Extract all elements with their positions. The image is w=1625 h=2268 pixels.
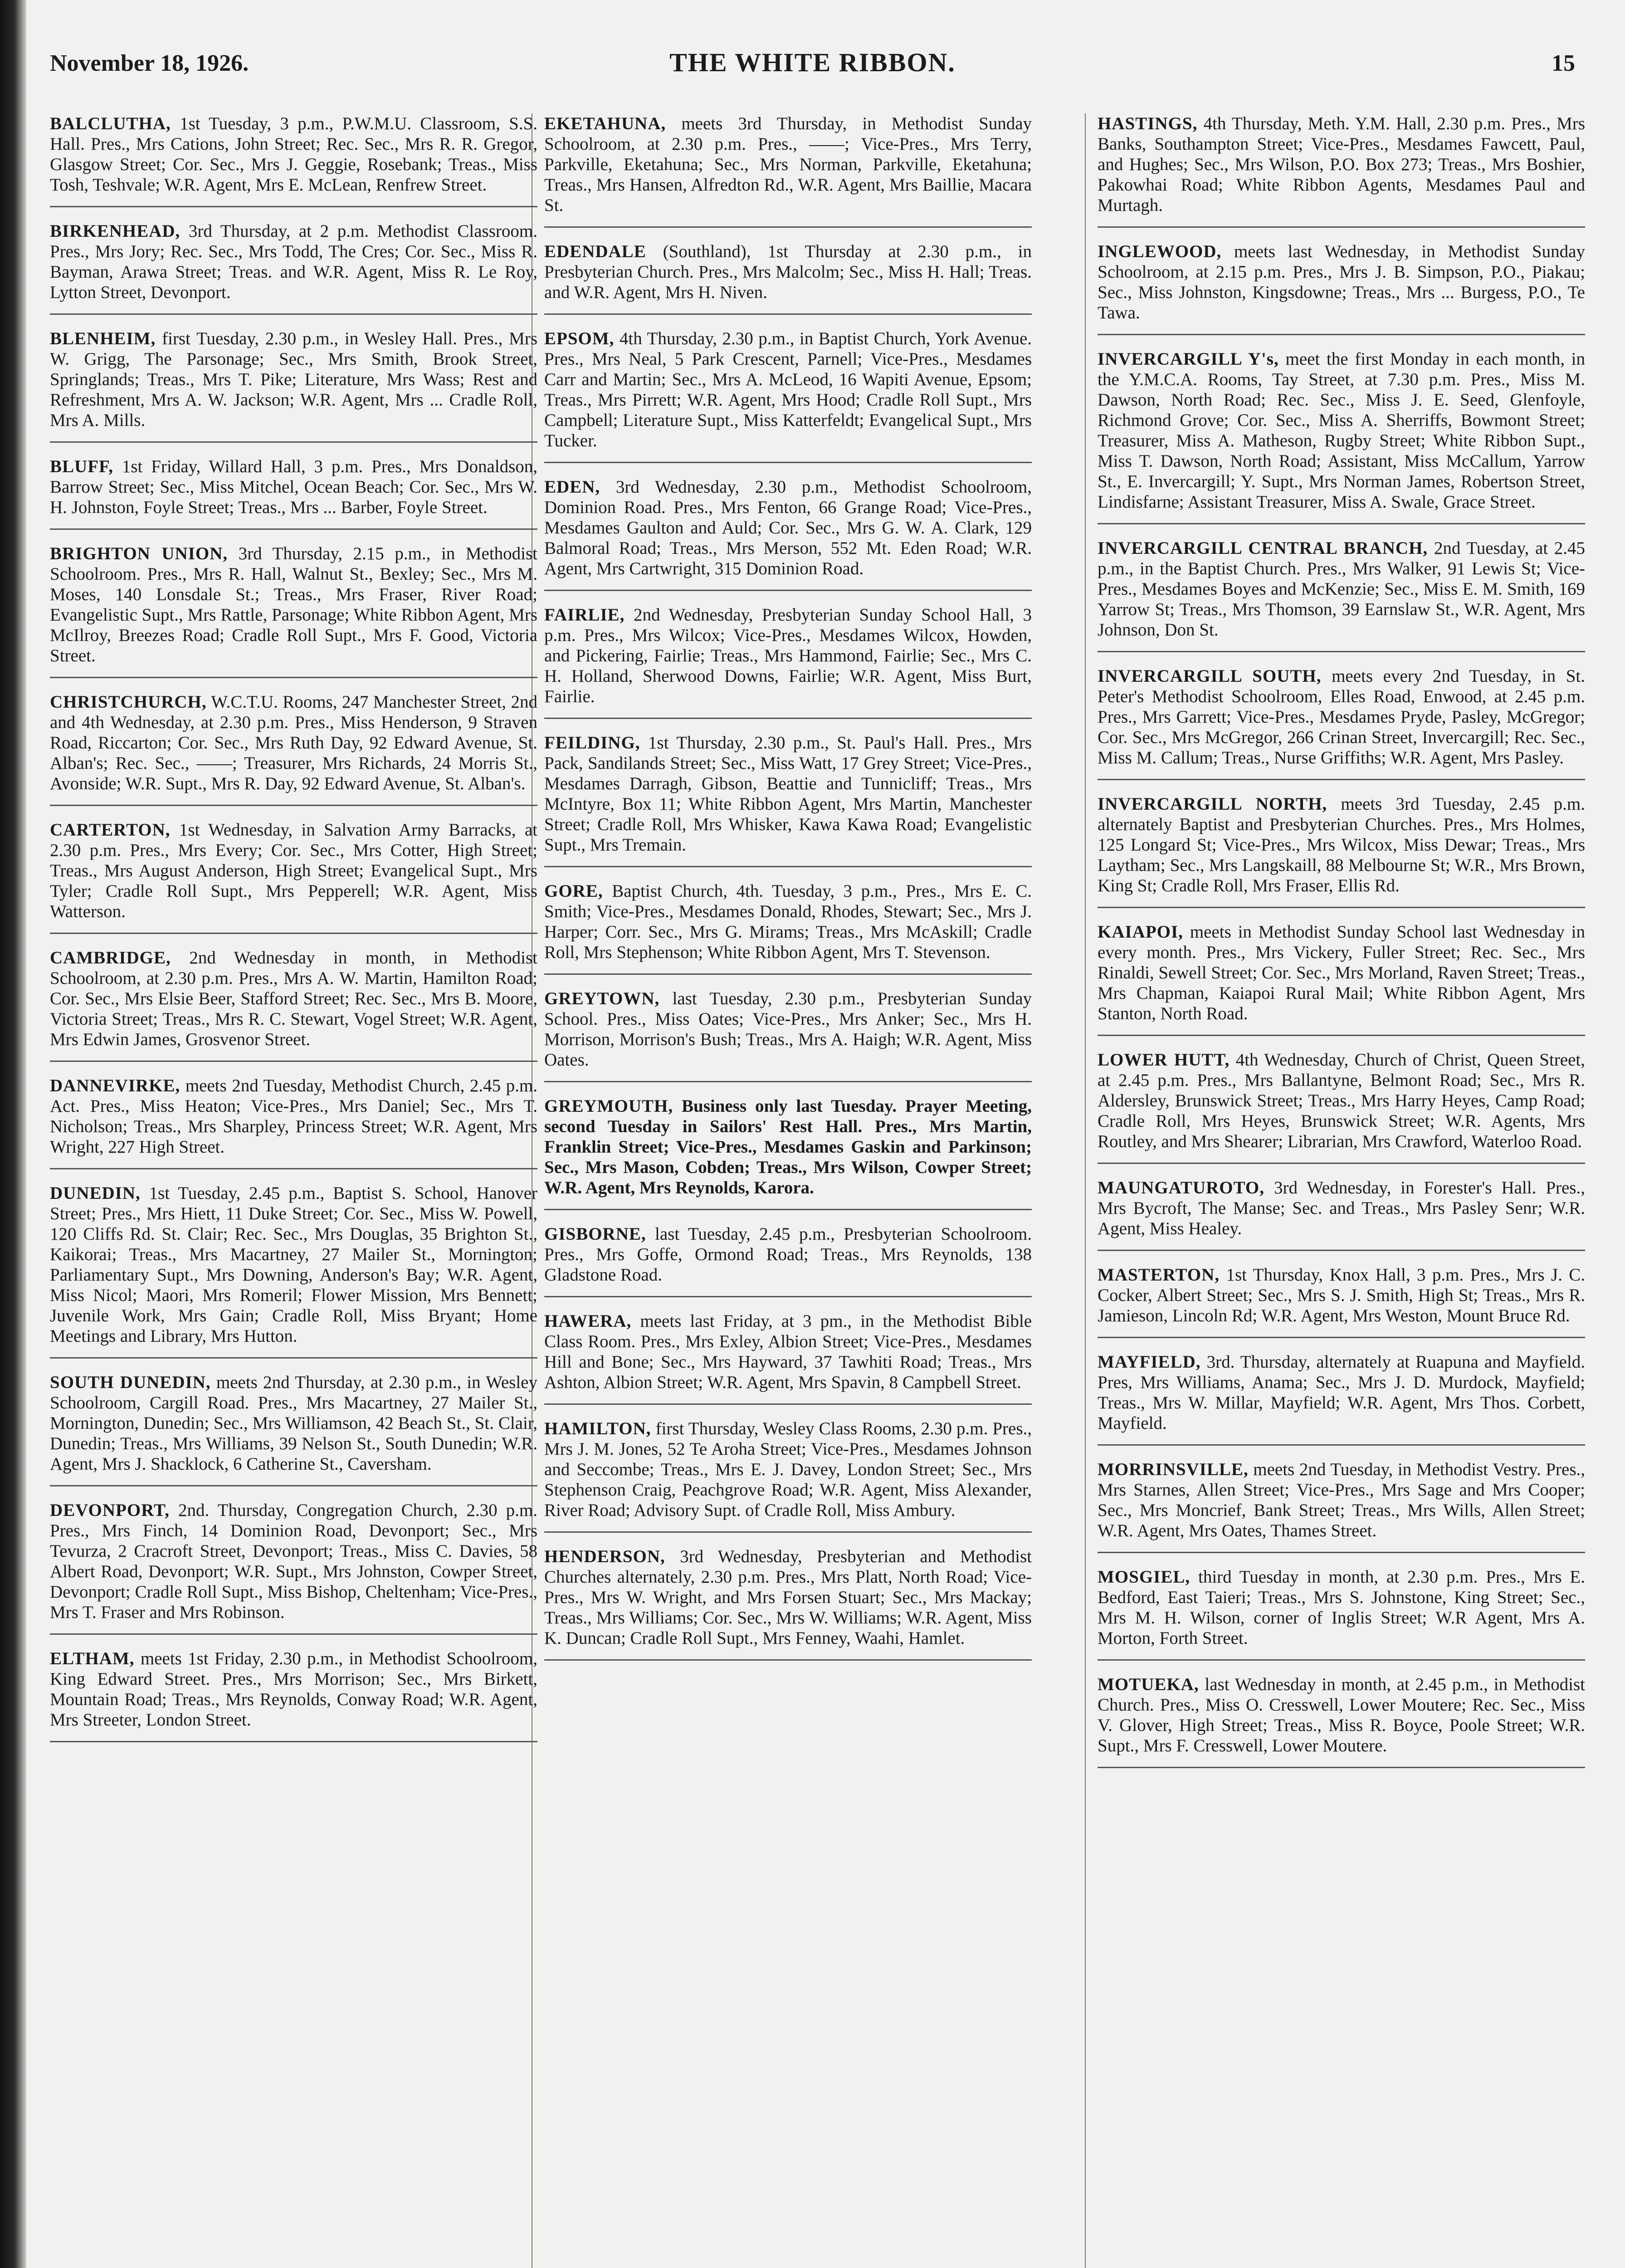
branch-name: HENDERSON, <box>544 1547 665 1566</box>
branch-name: EDENDALE <box>544 242 646 261</box>
branch-details: meets 2nd Thursday, at 2.30 p.m., in Wesley Schoolroom, Cargill Road. Pres., Mrs Macartney, 27 Mailer St., Mornington, Dunedin; Sec., Mrs Williamson, 42 Beach St., St. Clair, Dunedin; Treas., Mrs Williams, 39 Nelson St., South Dunedin; W.R. Agent, Mrs J. Shacklock, 6 Catherine St., Caversham. <box>50 1373 537 1474</box>
branch-entry <box>50 1183 537 1359</box>
branch-details: last Tuesday, 2.45 p.m., Presbyterian Schoolroom. Pres., Mrs Goffe, Ormond Road; Treas., Mrs Reynolds, 138 Gladstone Road. <box>544 1224 1032 1285</box>
branch-entry <box>1098 538 1585 652</box>
branch-entry <box>50 113 537 207</box>
branch-name: FEILDING, <box>544 733 640 753</box>
branch-details: meets 2nd Tuesday, Methodist Church, 2.45 p.m. Act. Pres., Miss Heaton; Vice-Pres., Mrs Daniel; Sec., Mrs T. Nicholson; Treas., Mrs Sharpley, Princess Street; W.R. Agent, Mrs Wright, 227 High Street. <box>50 1076 537 1157</box>
branch-name: HAWERA, <box>544 1311 632 1331</box>
column-rule <box>1085 113 1086 2268</box>
branch-name: CARTERTON, <box>50 820 171 840</box>
branch-details: meet the first Monday in each month, in the Y.M.C.A. Rooms, Tay Street, at 7.30 p.m. Pres., Miss M. Dawson, North Road; Rec. Sec., Miss J. E. Seed, Glenfoyle, Richmond Grove; Cor. Sec., Miss A. Sherriffs, Bowmont Street; Treasurer, Miss A. Matheson, Rugby Street; White Ribbon Supt., Miss T. Dawson, North Road; Assistant, Miss McCallum, Yarrow St., E. Invercargill; Y. Supt., Mrs Norman James, Robertson Street, Lindisfarne; Assistant Treasurer, Miss A. Swale, Grace Street. <box>1098 349 1585 512</box>
branch-details: 4th Wednesday, Church of Christ, Queen Street, at 2.45 p.m. Pres., Mrs Ballantyne, Belmont Road; Sec., Mrs R. Aldersley, Brunswick Street; Treas., Mrs Harry Heyes, Camp Road; Cradle Roll, Mrs Heyes, Brunswick Street; W.R. Agents, Mrs Routley, and Mrs Shearer; Librarian, Mrs Crawford, Waterloo Road. <box>1098 1050 1585 1151</box>
branch-details: meets 3rd Thursday, in Methodist Sunday Schoolroom, at 2.30 p.m. Pres., ——; Vice-Pres., Mrs Terry, Parkville, Eketahuna; Sec., Mrs Norman, Parkville, Eketahuna; Treas., Mrs Hansen, Alfredton Rd., W.R. Agent, Mrs Baillie, Macara St. <box>544 114 1032 215</box>
branch-name: GREYTOWN, <box>544 989 660 1008</box>
branch-name: MOSGIEL, <box>1098 1567 1191 1587</box>
branch-entry <box>50 692 537 806</box>
branch-name: LOWER HUTT, <box>1098 1050 1230 1070</box>
branch-name: DUNEDIN, <box>50 1183 141 1203</box>
branch-name: EKETAHUNA, <box>544 114 666 133</box>
branch-name: GORE, <box>544 881 603 901</box>
branch-entry <box>544 733 1032 867</box>
branch-details: third Tuesday in month, at 2.30 p.m. Pres., Mrs E. Bedford, East Taieri; Treas., Mrs S. Johnstone, King Street; Sec., Mrs M. H. Wilson, corner of Inglis Street; W.R Agent, Mrs A. Morton, Forth Street. <box>1098 1567 1585 1648</box>
branch-entry <box>50 328 537 443</box>
branch-name: BLUFF, <box>50 457 114 476</box>
branch-details: 2nd Tuesday, at 2.45 p.m., in the Baptist Church. Pres., Mrs Walker, 91 Lewis St; Vice-Pres., Mesdames Boyes and McKenzie; Sec., Miss E. M. Smith, 169 Yarrow St; Treas., Mrs Thomson, 39 Earnslaw St., W.R. Agent, Mrs Johnson, Don St. <box>1098 538 1585 640</box>
branch-name: DANNEVIRKE, <box>50 1076 181 1095</box>
branch-details: last Wednesday in month, at 2.45 p.m., in Methodist Church. Pres., Miss O. Cresswell, Lower Moutere; Rec. Sec., Miss V. Glover, High Street; Treas., Miss R. Boyce, Poole Street; W.R. Supt., Mrs F. Cresswell, Lower Moutere. <box>1098 1675 1585 1755</box>
branch-details: 3rd Wednesday, 2.30 p.m., Methodist Schoolroom, Dominion Road. Pres., Mrs Fenton, 66 Grange Road; Vice-Pres., Mesdames Gaulton and Auld; Cor. Sec., Mrs G. W. A. Clark, 129 Balmoral Road; Treas., Mrs Merson, 552 Mt. Eden Road; W.R. Agent, Mrs Cartwright, 315 Dominion Road. <box>544 477 1032 578</box>
branch-details: 3rd Wednesday, Presbyterian and Methodist Churches alternately, 2.30 p.m. Pres., Mrs Platt, North Road; Vice-Pres., Mrs W. Wright, and Mrs Forsen Stuart; Sec., Mrs Mackay; Treas., Mrs Williams; Cor. Sec., Mrs W. Williams; W.R. Agent, Miss K. Duncan; Cradle Roll Supt., Mrs Fenney, Waahi, Hamlet. <box>544 1547 1032 1648</box>
branch-name: HAMILTON, <box>544 1419 651 1438</box>
branch-details: meets in Methodist Sunday School last Wednesday in every month. Pres., Mrs Vickery, Fuller Street; Rec. Sec., Mrs Rinaldi, Sewell Street; Cor. Sec., Mrs Morland, Raven Street; Treas., Mrs Chapman, Kaiapoi Rural Mail; White Ribbon Agent, Mrs Stanton, North Road. <box>1098 922 1585 1023</box>
branch-details: 3rd Thursday, at 2 p.m. Methodist Classroom. Pres., Mrs Jory; Rec. Sec., Mrs Todd, The Cres; Cor. Sec., Miss R. Bayman, Arawa Street; Treas. and W.R. Agent, Miss R. Le Roy, Lytton Street, Devonport. <box>50 221 537 302</box>
branch-entry <box>544 881 1032 975</box>
branch-entry <box>1098 1178 1585 1251</box>
branch-entry <box>50 1648 537 1742</box>
branch-details: meets 1st Friday, 2.30 p.m., in Methodist Schoolroom, King Edward Street. Pres., Mrs Morrison; Sec., Mrs Birkett, Mountain Road; Treas., Mrs Reynolds, Conway Road; W.R. Agent, Mrs Streeter, London Street. <box>50 1649 537 1730</box>
branch-name: BLENHEIM, <box>50 329 156 348</box>
branch-entry <box>544 1546 1032 1661</box>
branch-entry <box>50 1075 537 1169</box>
branch-details: 1st Thursday, Knox Hall, 3 p.m. Pres., Mrs J. C. Cocker, Albert Street; Sec., Mrs S. J. Smith, High St; Treas., Mrs R. Jamieson, Lincoln Rd; W.R. Agent, Mrs Weston, Mount Bruce Rd. <box>1098 1265 1585 1325</box>
branch-name: MASTERTON, <box>1098 1265 1220 1285</box>
branch-entry <box>544 1418 1032 1533</box>
branch-details: 4th Thursday, Meth. Y.M. Hall, 2.30 p.m. Pres., Mrs Banks, Southampton Street; Vice-Pres., Mesdames Fawcett, Paul, and Hughes; Sec., Mrs Wilson, P.O. Box 273; Treas., Mrs Boshier, Pakowhai Road; White Ribbon Agents, Mesdames Paul and Murtagh. <box>1098 114 1585 215</box>
branch-details: 1st Tuesday, 3 p.m., P.W.M.U. Classroom, S.S. Hall. Pres., Mrs Cations, John Street; Rec. Sec., Mrs R. R. Gregor, Glasgow Street; Cor. Sec., Mrs J. Geggie, Rosebank; Treas., Miss Tosh, Teshvale; W.R. Agent, Mrs E. McLean, Renfrew Street. <box>50 114 537 195</box>
branch-name: KAIAPOI, <box>1098 922 1183 942</box>
page-number: 15 <box>1552 50 1575 76</box>
branch-details: 1st Thursday, 2.30 p.m., St. Paul's Hall. Pres., Mrs Pack, Sandilands Street; Sec., Miss Watt, 17 Grey Street; Vice-Pres., Mesdames Darragh, Gibson, Beattie and Tunnicliff; Treas., Mrs McIntyre, Box 11; White Ribbon Agent, Mrs Martin, Manchester Street; Cradle Roll, Mrs Whisker, Kawa Kawa Road; Evangelistic Supt., Mrs Tremain. <box>544 733 1032 855</box>
branch-entry <box>50 221 537 315</box>
branch-details: 3rd Wednesday, in Forester's Hall. Pres., Mrs Bycroft, The Manse; Sec. and Treas., Mrs Pasley Senr; W.R. Agent, Miss Healey. <box>1098 1178 1585 1238</box>
branch-details: Business only last Tuesday. Prayer Meeting, second Tuesday in Sailors' Rest Hall. Pres., Mrs Martin, Franklin Street; Vice-Pres., Mesdames Gaskin and Parkinson; Sec., Mrs Mason, Cobden; Treas., Mrs Wilson, Cowper Street; W.R. Agent, Mrs Reynolds, Karora. <box>544 1096 1032 1198</box>
binding-edge <box>0 0 26 2268</box>
branch-entry <box>1098 666 1585 780</box>
branch-entry <box>1098 922 1585 1036</box>
branch-name: INVERCARGILL NORTH, <box>1098 794 1327 814</box>
branch-entry <box>1098 241 1585 335</box>
page-header <box>50 39 1575 93</box>
branch-name: GISBORNE, <box>544 1224 646 1244</box>
branch-details: first Thursday, Wesley Class Rooms, 2.30 p.m. Pres., Mrs J. M. Jones, 52 Te Aroha Street; Vice-Pres., Mesdames Johnson and Seccombe; Treas., Mrs E. J. Davey, London Street; Sec., Mrs Stephenson Craig, Peachgrove Road; W.R. Agent, Miss Alexander, River Road; Advisory Supt. of Cradle Roll, Miss Ambury. <box>544 1419 1032 1520</box>
branch-entry <box>544 988 1032 1082</box>
branch-details: last Tuesday, 2.30 p.m., Presbyterian Sunday School. Pres., Miss Oates; Vice-Pres., Mrs Anker; Sec., Mrs H. Morrison, Morrison's Bush; Treas., Mrs A. Haigh; W.R. Agent, Miss Oates. <box>544 989 1032 1070</box>
branch-details: meets 3rd Tuesday, 2.45 p.m. alternately Baptist and Presbyterian Churches. Pres., Mrs Holmes, 125 Longard St; Vice-Pres., Mrs Wilcox, Miss Dewar; Treas., Mrs Laytham; Sec., Mrs Langskaill, 88 Melbourne St; W.R., Mrs Brown, King St; Cradle Roll, Mrs Fraser, Ellis Rd. <box>1098 794 1585 895</box>
branch-details: meets 2nd Tuesday, in Methodist Vestry. Pres., Mrs Starnes, Allen Street; Vice-Pres., Mrs Sage and Mrs Cooper; Sec., Mrs Moncrief, Bank Street; Treas., Mrs Wills, Allen Street; W.R. Agent, Mrs Oates, Thames Street. <box>1098 1460 1585 1540</box>
publication-title: THE WHITE RIBBON. <box>669 48 956 77</box>
branch-details: 1st Friday, Willard Hall, 3 p.m. Pres., Mrs Donaldson, Barrow Street; Sec., Miss Mitchel, Ocean Beach; Cor. Sec., Mrs W. H. Johnston, Foyle Street; Treas., Mrs ... Barber, Foyle Street. <box>50 457 537 517</box>
branch-name: MOTUEKA, <box>1098 1675 1199 1694</box>
branch-name: INVERCARGILL CENTRAL BRANCH, <box>1098 538 1428 558</box>
branch-entry <box>1098 349 1585 524</box>
branch-details: 1st Tuesday, 2.45 p.m., Baptist S. School, Hanover Street; Pres., Mrs Hiett, 11 Duke Street; Cor. Sec., Miss W. Powell, 120 Cliffs Rd. St. Clair; Rec. Sec., Mrs Douglas, 35 Brighton St., Kaikorai; Treas., Mrs Macartney, 27 Mailer St., Mornington; Parliamentary Supt., Mrs Downing, Anderson's Bay; W.R. Agent, Miss Nicol; Maori, Mrs Romeril; Flower Mission, Mrs Bennett; Juvenile Work, Mrs Gain; Cradle Roll, Miss Bryant; Home Meetings and Library, Mrs Hutton. <box>50 1183 537 1346</box>
branch-entry <box>50 543 537 678</box>
branch-entry <box>1098 1352 1585 1446</box>
branch-name: INGLEWOOD, <box>1098 242 1222 261</box>
branch-entry <box>50 948 537 1062</box>
branch-details: W.C.T.U. Rooms, 247 Manchester Street, 2nd and 4th Wednesday, at 2.30 p.m. Pres., Miss Henderson, 9 Straven Road, Riccarton; Cor. Sec., Mrs Ruth Day, 92 Edward Avenue, St. Alban's; Rec. Sec., ——; Treasurer, Mrs Richards, 24 Morris St., Avonside; W.R. Supt., Mrs R. Day, 92 Edward Avenue, St. Alban's. <box>50 692 537 793</box>
branch-name: EDEN, <box>544 477 600 497</box>
branch-name: BIRKENHEAD, <box>50 221 181 241</box>
branch-details: 2nd Wednesday in month, in Methodist Schoolroom, at 2.30 p.m. Pres., Mrs A. W. Martin, Hamilton Road; Cor. Sec., Mrs Elsie Beer, Stafford Street; Rec. Sec., Mrs B. Moore, Victoria Street; Treas., Mrs R. C. Stewart, Vogel Street; W.R. Agent, Mrs Edwin James, Grosvenor Street. <box>50 948 537 1049</box>
branch-details: 4th Thursday, 2.30 p.m., in Baptist Church, York Avenue. Pres., Mrs Neal, 5 Park Crescent, Parnell; Vice-Pres., Mesdames Carr and Martin; Sec., Mrs A. McLeod, 16 Wapiti Avenue, Epsom; Treas., Mrs Pirrett; W.R. Agent, Mrs Hood; Cradle Roll Supt., Mrs Campbell; Literature Supt., Miss Katterfeldt; Evangelical Supt., Mrs Tucker. <box>544 329 1032 450</box>
branch-details: meets last Wednesday, in Methodist Sunday Schoolroom, at 2.15 p.m. Pres., Mrs J. B. Simpson, P.O., Piakau; Sec., Miss Johnston, Kingsdowne; Treas., Mrs ... Burgess, P.O., Te Tawa. <box>1098 242 1585 323</box>
branch-entry <box>1098 794 1585 908</box>
branch-name: BALCLUTHA, <box>50 114 171 133</box>
issue-date: November 18, 1926. <box>50 50 249 76</box>
branch-entry <box>1098 1265 1585 1338</box>
column-2 <box>544 113 1032 2268</box>
branch-details: 2nd Wednesday, Presbyterian Sunday School Hall, 3 p.m. Pres., Mrs Wilcox; Vice-Pres., Mesdames Wilcox, Howden, and Pickering, Fairlie; Treas., Mrs Hammond, Fairlie; Sec., Mrs C. H. Holland, Sherwood Downs, Fairlie; W.R. Agent, Miss Burt, Fairlie. <box>544 605 1032 706</box>
branch-entry <box>1098 1567 1585 1661</box>
column-3 <box>1098 113 1585 2268</box>
branch-name: CHRISTCHURCH, <box>50 692 207 712</box>
branch-entry <box>544 605 1032 719</box>
branch-name: INVERCARGILL Y's, <box>1098 349 1279 369</box>
branch-name: ELTHAM, <box>50 1649 135 1668</box>
branch-name: MORRINSVILLE, <box>1098 1460 1249 1479</box>
branch-entry <box>544 1311 1032 1405</box>
branch-name: BRIGHTON UNION, <box>50 544 228 563</box>
branch-details: 3rd Thursday, 2.15 p.m., in Methodist Schoolroom. Pres., Mrs R. Hall, Walnut St., Bexley; Sec., Mrs M. Moses, 140 Lonsdale St.; Treas., Mrs Fraser, River Road; Evangelistic Supt., Mrs Rattle, Parsonage; White Ribbon Agent, Mrs McIlroy, Breezes Road; Cradle Roll Supt., Mrs F. Good, Victoria Street. <box>50 544 537 665</box>
branch-name: MAUNGATUROTO, <box>1098 1178 1264 1198</box>
branch-entry <box>544 328 1032 463</box>
branch-name: CAMBRIDGE, <box>50 948 171 968</box>
branch-name: EPSOM, <box>544 329 615 348</box>
branch-entry <box>544 1224 1032 1297</box>
branch-name: SOUTH DUNEDIN, <box>50 1373 211 1392</box>
branch-entry <box>50 1500 537 1635</box>
branch-details: 2nd. Thursday, Congregation Church, 2.30 p.m. Pres., Mrs Finch, 14 Dominion Road, Devonport; Sec., Mrs Tevurza, 2 Cracroft Street, Devonport; Treas., Miss C. Davies, 58 Albert Road, Devonport; W.R. Supt., Mrs Johnston, Cowper Street, Devonport; Cradle Roll Supt., Miss Bishop, Cheltenham; Vice-Pres., Mrs T. Fraser and Mrs Robinson. <box>50 1501 537 1622</box>
branch-details: 3rd. Thursday, alternately at Ruapuna and Mayfield. Pres, Mrs Williams, Anama; Sec., Mrs J. D. Murdock, Mayfield; Treas., Mrs W. Millar, Mayfield; W.R. Agent, Mrs Thos. Corbett, Mayfield. <box>1098 1352 1585 1433</box>
branch-details: 1st Wednesday, in Salvation Army Barracks, at 2.30 p.m. Pres., Mrs Every; Cor. Sec., Mrs Cotter, High Street; Treas., Mrs August Anderson, High Street; Evangelical Supt., Mrs Tyler; Cradle Roll Supt., Mrs Pepperell; W.R. Agent, Miss Watterson. <box>50 820 537 921</box>
branch-entry <box>50 820 537 934</box>
branch-entry <box>1098 1459 1585 1553</box>
branch-name: GREYMOUTH, <box>544 1096 673 1116</box>
branch-entry <box>1098 1674 1585 1768</box>
branch-name: DEVONPORT, <box>50 1501 170 1520</box>
branch-details: first Tuesday, 2.30 p.m., in Wesley Hall. Pres., Mrs W. Grigg, The Parsonage; Sec., Mrs Smith, Brook Street, Springlands; Treas., Mrs T. Pike; Literature, Mrs Wass; Rest and Refreshment, Mrs A. W. Jackson; W.R. Agent, Mrs ... Cradle Roll, Mrs A. Mills. <box>50 329 537 430</box>
branch-entry <box>1098 1050 1585 1164</box>
branch-entry <box>544 241 1032 315</box>
branch-entry <box>544 477 1032 591</box>
branch-details: (Southland), 1st Thursday at 2.30 p.m., in Presbyterian Church. Pres., Mrs Malcolm; Sec., Miss H. Hall; Treas. and W.R. Agent, Mrs H. Niven. <box>544 242 1032 302</box>
branch-details: Baptist Church, 4th. Tuesday, 3 p.m., Pres., Mrs E. C. Smith; Vice-Pres., Mesdames Donald, Rhodes, Stewart; Sec., Mrs J. Harper; Corr. Sec., Mrs G. Mirams; Treas., Mrs McAskill; Cradle Roll, Mrs Stephenson; White Ribbon Agent, Mrs T. Stevenson. <box>544 881 1032 962</box>
branch-name: HASTINGS, <box>1098 114 1198 133</box>
branch-entry <box>1098 113 1585 228</box>
column-1 <box>50 113 537 2268</box>
branch-entry <box>544 113 1032 228</box>
branch-entry <box>544 1096 1032 1210</box>
branch-name: INVERCARGILL SOUTH, <box>1098 666 1322 686</box>
branch-name: FAIRLIE, <box>544 605 625 625</box>
branch-name: MAYFIELD, <box>1098 1352 1201 1372</box>
branch-entry <box>50 456 537 530</box>
branch-details: meets last Friday, at 3 pm., in the Methodist Bible Class Room. Pres., Mrs Exley, Albion Street; Vice-Pres., Mesdames Hill and Bone; Sec., Mrs Hayward, 37 Tawhiti Road; Treas., Mrs Ashton, Albion Street; W.R. Agent, Mrs Spavin, 8 Campbell Street. <box>544 1311 1032 1392</box>
branch-entry <box>50 1372 537 1486</box>
branch-details: meets every 2nd Tuesday, in St. Peter's Methodist Schoolroom, Elles Road, Enwood, at 2.45 p.m. Pres., Mrs Garrett; Vice-Pres., Mesdames Pryde, Pasley, McGregor; Cor. Sec., Mrs McGregor, 266 Crinan Street, Invercargill; Rec. Sec., Miss M. Callum; Treas., Nurse Griffiths; W.R. Agent, Mrs Pasley. <box>1098 666 1585 767</box>
